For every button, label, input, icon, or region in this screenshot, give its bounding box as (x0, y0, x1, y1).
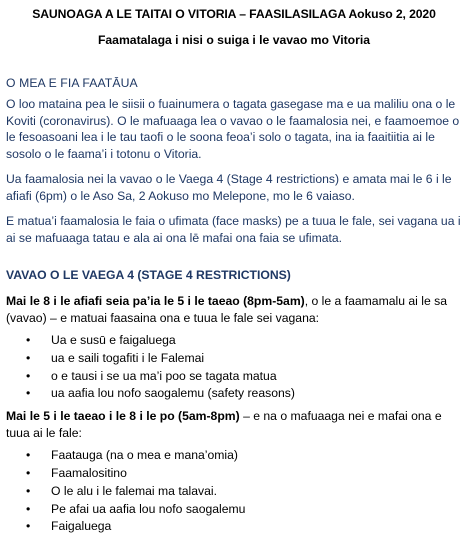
bullet-icon: • (26, 465, 31, 480)
curfew-exceptions-list (6, 332, 462, 403)
list-item: • o e tausi i se ua ma’i poo se tagata matua (26, 368, 462, 386)
curfew-rule-text: , o le a faamamalu ai le sa (vavao) – e matuai faasaina ona e tuua le fale sei vagana: (6, 294, 447, 325)
bullet-icon: • (26, 333, 31, 347)
list-item: • O le alu i le falemai ma talavai. (26, 483, 462, 501)
document-subtitle: Faamatalaga i nisi o suiga i le vavao mo Vitoria (97, 33, 371, 47)
document-title: SAUNOAGA A LE TAITAI O VITORIA – FAASILASILAGA Aokuso 2, 2020 (32, 7, 436, 21)
daytime-rule-time: Mai le 5 i le taeao i le 8 i le po (5am-8pm) (6, 409, 240, 424)
curfew-rule-time: Mai le 8 i le afiafi seia pa’ia le 5 i le taeao (8pm-5am) (6, 294, 305, 308)
daytime-rule-text: – e na o mafuaaga nei e mafai ona e tuua ai le fale: (6, 409, 442, 440)
list-item: • Faamalositino (26, 465, 462, 483)
list-item: • Ua e susū e faigaluega (26, 332, 462, 350)
paragraph-stage4-start: Ua faamalosia nei la vavao o le Vaega 4 (Stage 4 restrictions) e amata mai le 6 i le afiafi (6pm) o le Aso Sa, 2 Aokuso mo Melepone, mo le 6 vaiaso. (6, 172, 452, 203)
bullet-icon: • (26, 386, 31, 401)
bullet-icon: • (26, 350, 31, 365)
curfew-rule (6, 293, 462, 326)
paragraph-situation: O loo mataina pea le siisii o fuainumera o tagata gasegase ma e ua maliliu ona o le Koviti (coronavirus). O le mafuaaga lea o vavao o le faamalosia nei, e faamoemoe o le fesoasoani lea i le tau taofi o le soona feoa’i solo o tagata, ina ia faaitiitia ai le sosolo o le faama’i i totonu o Vitoria. (6, 97, 460, 161)
list-item: • Faigaluega (26, 518, 462, 536)
bullet-icon: • (26, 501, 31, 516)
paragraph-face-masks: E matua’i faamalosia le faia o ufimata (face masks) pe a tuua le fale, sei vagana ua i ai se mafuaaga tatau e ala ai ona lē mafai ona faia se ufimata. (6, 214, 461, 245)
bullet-icon: • (26, 483, 31, 498)
daytime-rule (6, 408, 462, 441)
list-item: • ua aafia lou nofo saogalemu (safety reasons) (26, 385, 462, 403)
section-heading-stage4: VAVAO O LE VAEGA 4 (STAGE 4 RESTRICTIONS) (6, 268, 291, 282)
section-heading-important: O MEA E FIA FAATĀUA (6, 76, 138, 90)
list-item: • ua e saili togafiti i le Falemai (26, 350, 462, 368)
bullet-icon: • (26, 368, 31, 383)
bullet-icon: • (26, 519, 31, 534)
list-item: • Pe afai ua aafia lou nofo saogalemu (26, 501, 462, 519)
list-item: • Faatauga (na o mea e mana’omia) (26, 447, 462, 465)
bullet-icon: • (26, 448, 31, 463)
